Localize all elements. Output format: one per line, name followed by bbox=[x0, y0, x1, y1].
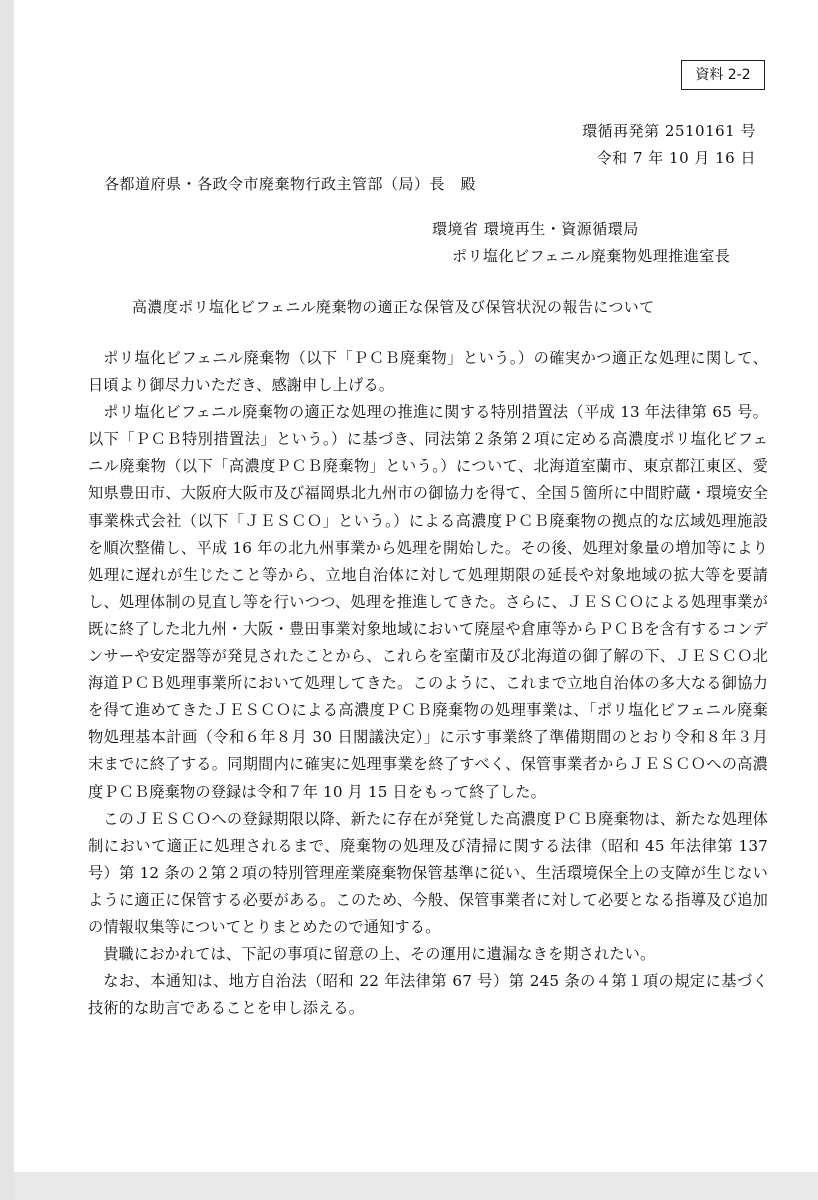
paragraph-5: なお、本通知は、地方自治法（昭和 22 年法律第 67 号）第 245 条の４第１項の規定に基づく技術的な助言であることを申し添える。 bbox=[88, 972, 768, 1018]
document-title: 高濃度ポリ塩化ビフェニル廃棄物の適正な保管及び保管状況の報告について bbox=[132, 298, 655, 316]
addressee: 各都道府県・各政令市廃棄物行政主管部（局）長 殿 bbox=[104, 175, 477, 193]
sender-office: ポリ塩化ビフェニル廃棄物処理推進室長 bbox=[452, 247, 731, 265]
paragraph-4: 貴職におかれては、下記の事項に留意の上、その運用に遺漏なきを期されたい。 bbox=[103, 945, 656, 964]
document-number: 環循再発第 2510161 号 bbox=[582, 122, 756, 140]
document-tag-box: 資料 2-2 bbox=[681, 60, 765, 90]
issue-date: 令和 7 年 10 月 16 日 bbox=[596, 149, 756, 167]
paragraph-1: ポリ塩化ビフェニル廃棄物（以下「ＰＣＢ廃棄物」という。）の確実かつ適正な処理に関して、日頃より御尽力いただき、感謝申し上げる。 bbox=[88, 349, 768, 395]
paragraph-2: ポリ塩化ビフェニル廃棄物の適正な処理の推進に関する特別措置法（平成 13 年法律第 65 号。以下「ＰＣＢ特別措置法」という。）に基づき、同法第２条第２項に定める高濃度ポリ塩化ビフェニル廃棄物（以下「高濃度ＰＣＢ廃棄物」という。）について、北海道室蘭市、東京都江東区、愛知県豊田市、大阪府大阪市及び福岡県北九州市の御協力を得て、全国５箇所に中間貯蔵・環境安全事業株式会社（以下「ＪＥＳＣＯ」という。）による高濃度ＰＣＢ廃棄物の拠点的な広域処理施設を順次整備し、平成 16 年の北九州事業から処理を開始した。その後、処理対象量の増加等により処理に遅れが生じたこと等から、立地自治体に対して処理期限の延長や対象地域の拡大等を要請し、処理体制の見直し等を行いつつ、処理を推進してきた。さらに、ＪＥＳＣＯによる処理事業が既に終了した北九州・大阪・豊田事業対象地域において廃屋や倉庫等からＰＣＢを含有するコンデンサーや安定器等が発見されたことから、これらを室蘭市及び北海道の御了解の下、ＪＥＳＣＯ北海道ＰＣＢ処理事業所において処理してきた。このように、これまで立地自治体の多大なる御協力を得て進めてきたＪＥＳＣＯによる高濃度ＰＣＢ廃棄物の処理事業は、「ポリ塩化ビフェニル廃棄物処理基本計画（令和６年８月 30 日閣議決定）」に示す事業終了準備期間のとおり令和８年３月末までに終了する。同期間内に確実に処理事業を終了すべく、保管事業者からＪＥＳＣＯへの高濃度ＰＣＢ廃棄物の登録は令和７年 10 月 15 日をもって終了した。 bbox=[88, 403, 768, 801]
paragraph-3: このＪＥＳＣＯへの登録期限以降、新たに存在が発覚した高濃度ＰＣＢ廃棄物は、新たな処理体制において適正に処理されるまで、廃棄物の処理及び清掃に関する法律（昭和 45 年法律第 137 号）第 12 条の２第２項の特別管理産業廃棄物保管基準に従い、生活環境保全上の支障が生じないように適正に保管する必要がある。このため、今般、保管事業者に対して必要となる指導及び追加の情報収集等についてとりまとめたので通知する。 bbox=[88, 809, 768, 936]
page-bottom-band bbox=[14, 1172, 818, 1200]
document-body bbox=[88, 345, 768, 1022]
sender-ministry: 環境省 環境再生・資源循環局 bbox=[432, 220, 639, 238]
page-left-margin bbox=[0, 0, 14, 1200]
